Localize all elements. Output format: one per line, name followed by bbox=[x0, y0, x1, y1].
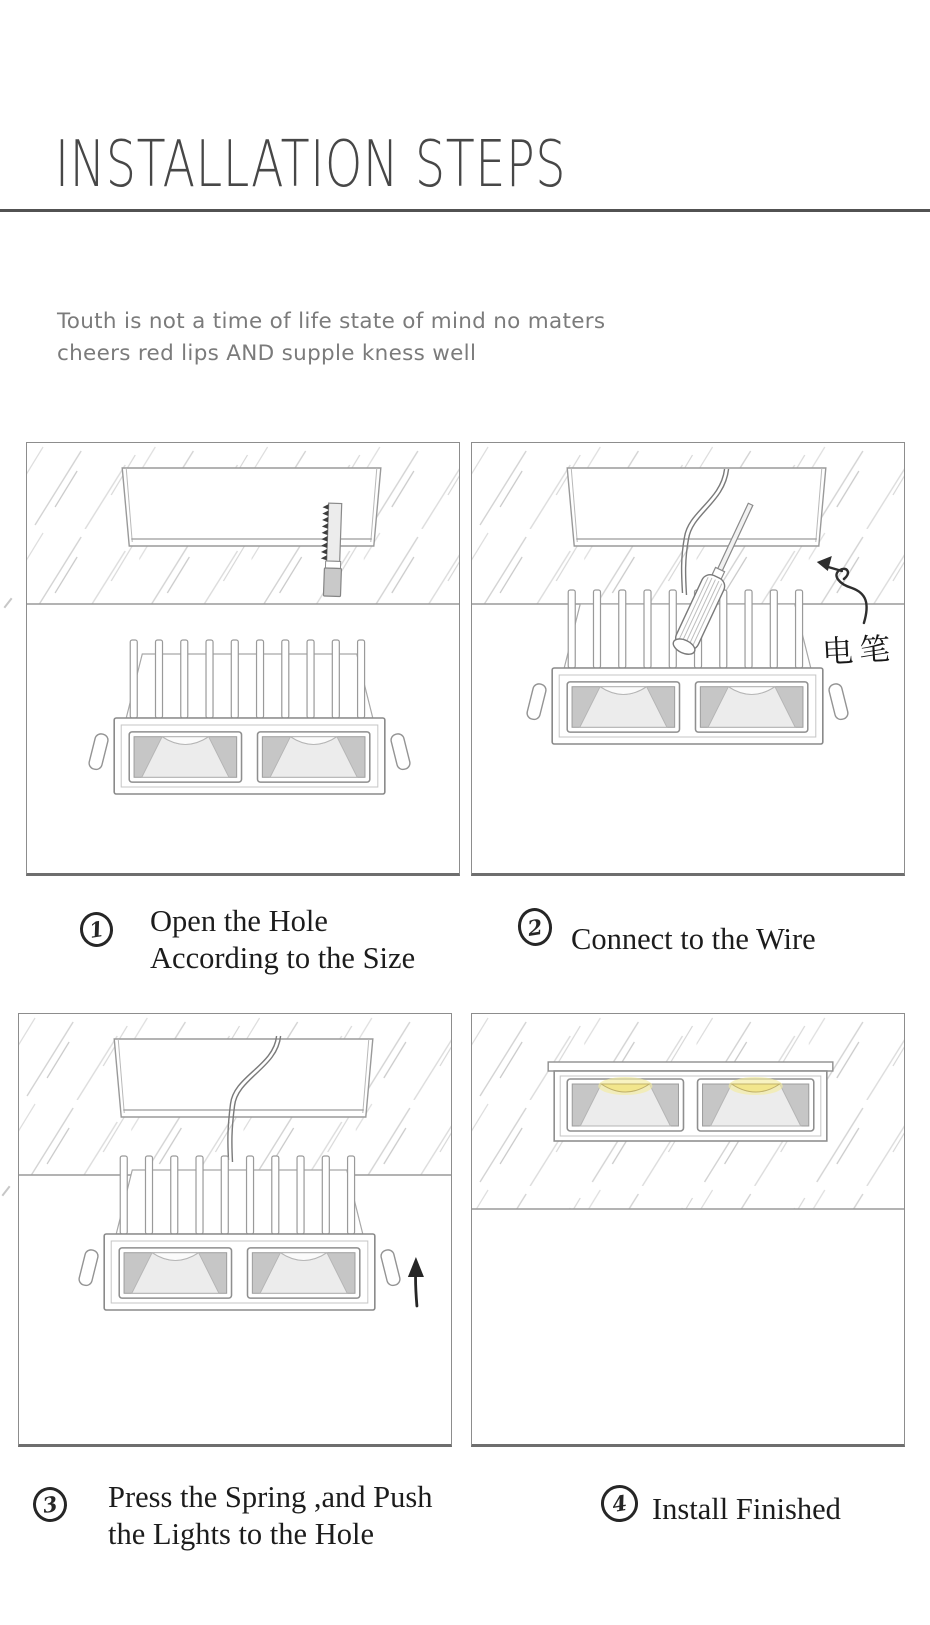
step4-caption: Install Finished bbox=[652, 1492, 841, 1526]
subtitle-line-1: Touth is not a time of life state of mind no maters bbox=[57, 309, 606, 334]
step2-number-badge: 2 bbox=[515, 906, 555, 949]
tool-annotation: 电笔 bbox=[821, 631, 898, 671]
subtitle-line-2: cheers red lips AND supple kness well bbox=[57, 341, 477, 366]
sketch-mark bbox=[4, 598, 13, 609]
downlight-fixture bbox=[78, 1156, 401, 1310]
step4-illustration-finished bbox=[471, 1013, 905, 1447]
step3-number-badge: 3 bbox=[30, 1485, 69, 1525]
downlight-fixture bbox=[88, 640, 411, 794]
step3-illustration-push-in bbox=[18, 1013, 452, 1447]
page-title: INSTALLATION STEPS bbox=[55, 128, 567, 202]
step1-illustration-cut-hole bbox=[26, 442, 460, 876]
title-divider bbox=[0, 209, 930, 212]
step1-number-badge: 1 bbox=[77, 910, 115, 950]
up-arrow-icon bbox=[408, 1257, 424, 1306]
step1-caption: Open the Hole According to the Size bbox=[150, 904, 416, 975]
sketch-mark bbox=[2, 1186, 11, 1197]
installed-downlight bbox=[548, 1062, 833, 1141]
step3-caption: Press the Spring ,and Push the Lights to the Hole bbox=[108, 1480, 433, 1551]
step4-number-badge: 4 bbox=[598, 1482, 640, 1524]
subtitle bbox=[57, 306, 605, 370]
step2-caption: Connect to the Wire bbox=[571, 922, 816, 956]
